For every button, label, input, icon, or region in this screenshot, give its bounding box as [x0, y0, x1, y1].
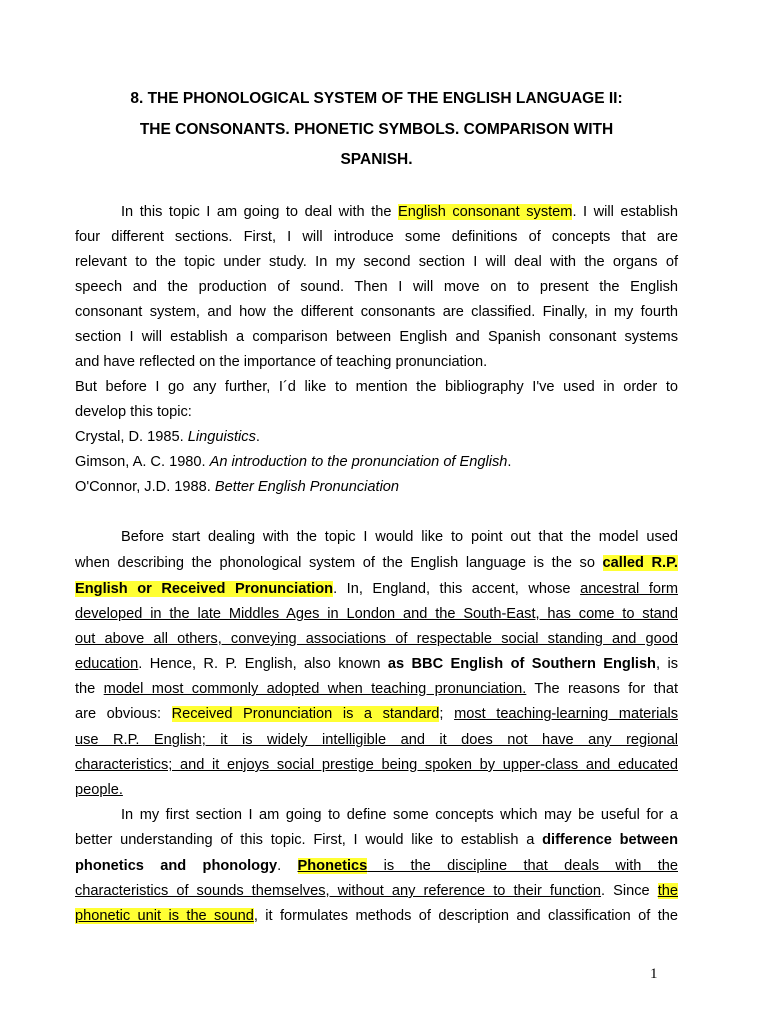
paragraph-1-line-5: consonant system, and how the different consonants are classified. Finally, in my fourth — [75, 304, 678, 320]
highlighted-bold-text: Phonetics — [297, 858, 368, 874]
text-run: . In, England, this accent, whose — [333, 581, 581, 597]
highlighted-bold-text: called R.P. — [602, 555, 678, 571]
title-line-3: SPANISH. — [340, 151, 413, 168]
highlighted-text: the — [657, 883, 678, 899]
underlined-text: characteristics of sounds themselves, without any reference to their function — [75, 883, 602, 899]
paragraph-1-line-1 — [121, 203, 678, 221]
paragraph-4-line-4 — [75, 882, 678, 900]
paragraph-3-line-10: characteristics; and it enjoys social prestige being spoken by upper-class and educated — [75, 757, 678, 773]
paragraph-4-line-3 — [75, 857, 678, 875]
paragraph-1-line-3: relevant to the topic under study. In my second section I will deal with the organs of — [75, 254, 678, 270]
bibliography-entry-2 — [75, 453, 678, 471]
book-title: Better English Pronunciation — [214, 479, 400, 495]
bibliography-entry-1 — [75, 428, 678, 446]
highlighted-bold-text: English or Received Pronunciation — [75, 581, 334, 597]
text-run: . — [255, 429, 260, 445]
paragraph-3-line-3 — [75, 580, 678, 598]
title-line-2: THE CONSONANTS. PHONETIC SYMBOLS. COMPARISON WITH — [139, 120, 614, 138]
bold-text: as BBC English of Southern English — [387, 656, 656, 672]
text-run: , is — [655, 656, 678, 672]
text-run: . Since — [601, 883, 658, 899]
text-run: are obvious: — [75, 706, 172, 722]
text-run: ; — [439, 706, 455, 722]
title-line-1: 8. THE PHONOLOGICAL SYSTEM OF THE ENGLISH LANGUAGE II: — [130, 90, 623, 107]
book-title: An introduction to the pronunciation of English — [209, 454, 508, 470]
text-run: Gimson, A. C. 1980. — [75, 454, 210, 470]
paragraph-4-line-5 — [75, 907, 678, 925]
text-run: . I will establish — [572, 204, 678, 220]
paragraph-1-line-6: section I will establish a comparison between English and Spanish consonant systems — [75, 329, 678, 345]
paragraph-3-line-11: people. — [75, 782, 123, 798]
highlighted-text: English consonant system — [397, 204, 573, 220]
paragraph-3-line-7 — [75, 680, 678, 698]
paragraph-1-line-7: and have reflected on the importance of teaching pronunciation. — [75, 354, 488, 370]
paragraph-2-line-2: develop this topic: — [75, 404, 192, 420]
text-run: In this topic I am going to deal with the — [121, 204, 398, 220]
underlined-text: most teaching-learning materials — [454, 706, 678, 722]
document-title — [75, 84, 678, 176]
underlined-text: model most commonly adopted when teaching pronunciation. — [103, 681, 527, 697]
text-run: the — [75, 681, 104, 697]
text-run: . — [507, 454, 512, 470]
highlighted-text: phonetic unit is the sound — [75, 908, 254, 924]
paragraph-2-line-1: But before I go any further, I´d like to mention the bibliography I've used in order to — [75, 379, 678, 395]
book-title: Linguistics — [187, 429, 256, 445]
underlined-text: is the discipline that deals with the — [367, 858, 678, 874]
paragraph-3-line-2 — [75, 554, 678, 572]
paragraph-3-line-1: Before start dealing with the topic I would like to point out that the model used — [121, 529, 678, 545]
paragraph-3-line-8 — [75, 705, 678, 723]
text-run: . — [277, 858, 298, 874]
text-run: better understanding of this topic. First, I would like to establish a — [75, 832, 543, 848]
highlighted-text: Received Pronunciation is a standard — [171, 706, 440, 722]
text-run: . Hence, R. P. English, also known — [138, 656, 388, 672]
text-run: when describing the phonological system of the English language is the so — [75, 555, 603, 571]
paragraph-3-line-6 — [75, 655, 678, 673]
paragraph-1-line-4: speech and the production of sound. Then I will move on to present the English — [75, 279, 678, 295]
text-run: Crystal, D. 1985. — [75, 429, 188, 445]
bibliography-entry-3 — [75, 478, 678, 496]
text-run: , it formulates methods of description and classification of the — [253, 908, 679, 924]
paragraph-3-line-5: out above all others, conveying associations of respectable social standing and good — [75, 631, 678, 647]
paragraph-1-line-2: four different sections. First, I will introduce some definitions of concepts that are — [75, 229, 678, 245]
underlined-text: education — [75, 656, 139, 672]
text-run: The reasons for that — [526, 681, 678, 697]
underlined-text: ancestral form — [580, 581, 679, 597]
paragraph-4-line-2 — [75, 831, 678, 849]
page-number: 1 — [650, 966, 658, 982]
text-run: O'Connor, J.D. 1988. — [75, 479, 215, 495]
bold-text: difference between — [542, 832, 678, 848]
paragraph-4-line-1: In my first section I am going to define some concepts which may be useful for a — [121, 807, 678, 823]
paragraph-3-line-4: developed in the late Middles Ages in London and the South-East, has come to stand — [75, 606, 678, 622]
paragraph-3-line-9: use R.P. English; it is widely intelligible and it does not have any regional — [75, 732, 678, 748]
bold-text: phonetics and phonology — [75, 858, 278, 874]
